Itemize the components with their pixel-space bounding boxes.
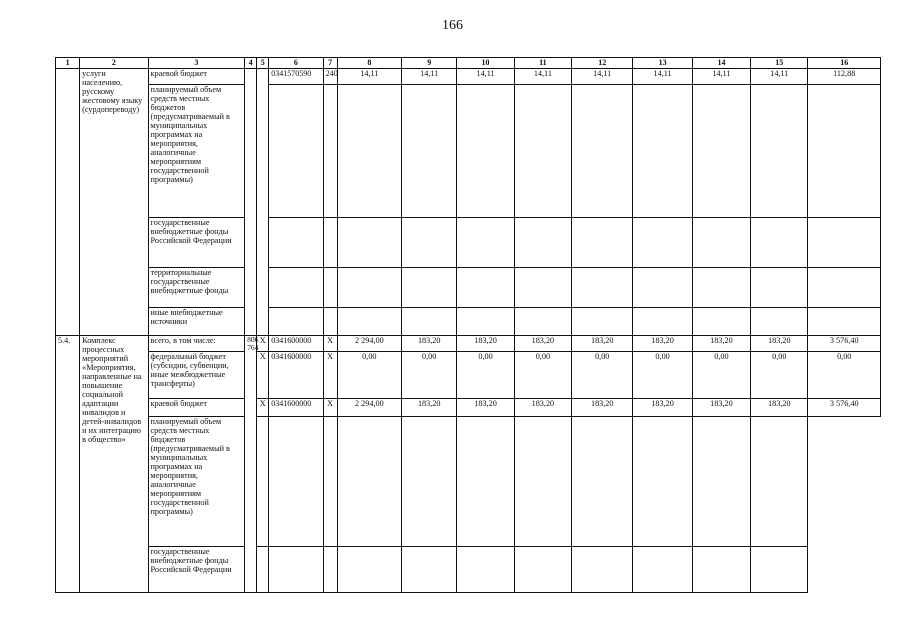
value-cell: 183,20 [457, 336, 514, 352]
budget-code: 0341600000 [269, 352, 323, 399]
column-header: 10 [457, 58, 514, 69]
value-cell: 183,20 [633, 399, 692, 417]
column-header: 12 [572, 58, 633, 69]
value-cell: 0,00 [514, 352, 571, 399]
column-header: 15 [751, 58, 808, 69]
value-cell: 2 294,00 [337, 399, 401, 417]
value-cell: 183,20 [514, 336, 571, 352]
value-cell: 0,00 [457, 352, 514, 399]
value-cell: 112,88 [808, 69, 881, 85]
cell-col4 [245, 69, 257, 336]
table-row [56, 399, 881, 417]
table-row [56, 218, 881, 268]
cell-col5 [257, 69, 269, 336]
value-cell: 0,00 [402, 352, 457, 399]
column-header: 11 [514, 58, 571, 69]
value-cell: 0,00 [692, 352, 750, 399]
cell-col7: 240 [323, 69, 337, 85]
column-header: 8 [337, 58, 401, 69]
measure-name: услуги населению, русскому жестовому языку (сурдопереводу) [80, 69, 148, 336]
row-number [56, 69, 80, 336]
row-number: 5.4. [56, 336, 80, 593]
column-header: 3 [148, 58, 245, 69]
cell-col5: X [257, 352, 269, 399]
funding-source: государственные внебюджетные фонды Российской Федерации [148, 547, 245, 593]
value-cell: 183,20 [692, 399, 750, 417]
column-header: 1 [56, 58, 80, 69]
table-row [56, 352, 881, 399]
funding-source: федеральный бюджет (субсидии, субвенции, иные межбюджетные трансферты) [148, 352, 245, 399]
column-header: 4 [245, 58, 257, 69]
value-cell: 183,20 [402, 336, 457, 352]
value-cell: 0,00 [633, 352, 692, 399]
funding-source: иные внебюджетные источники [148, 308, 245, 336]
budget-code: 0341570590 [269, 69, 323, 85]
column-header: 9 [402, 58, 457, 69]
value-cell: 183,20 [572, 336, 633, 352]
value-cell: 183,20 [514, 399, 571, 417]
value-cell: 0,00 [808, 352, 881, 399]
cell-col5: X [257, 336, 269, 352]
column-header-row [56, 58, 881, 69]
column-header: 5 [257, 58, 269, 69]
value-cell: 2 294,00 [337, 336, 401, 352]
column-header: 2 [80, 58, 148, 69]
value-cell: 3 576,40 [808, 336, 881, 352]
funding-source: краевой бюджет [148, 69, 245, 85]
cell-col7: X [323, 336, 337, 352]
funding-source: территориальные государственные внебюджетные фонды [148, 268, 245, 308]
column-header: 14 [692, 58, 750, 69]
table-row [56, 417, 881, 547]
value-cell: 14,11 [457, 69, 514, 85]
table-row [56, 69, 881, 85]
column-header: 7 [323, 58, 337, 69]
funding-source: планируемый объем средств местных бюджетов (предусматриваемый в муниципальных программах на мероприятия, аналогичные мероприятиям государственной программы) [148, 85, 245, 218]
measure-name: Комплекс процессных мероприятий «Мероприятия, направленные на повышение социальной адаптации инвалидов и детей-инвалидов и их интеграцию в общество» [80, 336, 148, 593]
value-cell: 3 576,40 [808, 399, 881, 417]
value-cell: 14,11 [751, 69, 808, 85]
table-row [56, 268, 881, 308]
page-number: 166 [442, 18, 463, 33]
value-cell: 0,00 [572, 352, 633, 399]
value-cell: 183,20 [457, 399, 514, 417]
funding-source: краевой бюджет [148, 399, 245, 417]
table-row [56, 336, 881, 352]
value-cell: 14,11 [633, 69, 692, 85]
column-header: 13 [633, 58, 692, 69]
value-cell: 183,20 [402, 399, 457, 417]
value-cell: 183,20 [572, 399, 633, 417]
table-row [56, 308, 881, 336]
value-cell: 14,11 [572, 69, 633, 85]
value-cell: 183,20 [751, 336, 808, 352]
value-cell: 14,11 [337, 69, 401, 85]
value-cell: 14,11 [514, 69, 571, 85]
budget-code: 0341600000 [269, 399, 323, 417]
cell-col5: X [257, 399, 269, 417]
value-cell: 183,20 [751, 399, 808, 417]
funding-source: государственные внебюджетные фонды Российской Федерации [148, 218, 245, 268]
funding-source: планируемый объем средств местных бюджетов (предусматриваемый в муниципальных программах на мероприятия, аналогичные мероприятиям государственной программы) [148, 417, 245, 547]
funding-source: всего, в том числе: [148, 336, 245, 352]
column-header: 6 [269, 58, 323, 69]
value-cell: 0,00 [337, 352, 401, 399]
cell-col4: 806 764 [245, 336, 257, 593]
value-cell: 14,11 [402, 69, 457, 85]
cell-col7: X [323, 399, 337, 417]
budget-code: 0341600000 [269, 336, 323, 352]
cell-col7: X [323, 352, 337, 399]
table-row [56, 547, 881, 593]
value-cell: 14,11 [692, 69, 750, 85]
value-cell: 183,20 [633, 336, 692, 352]
value-cell: 0,00 [751, 352, 808, 399]
table-row [56, 85, 881, 218]
budget-table [55, 57, 881, 593]
column-header: 16 [808, 58, 881, 69]
value-cell: 183,20 [692, 336, 750, 352]
